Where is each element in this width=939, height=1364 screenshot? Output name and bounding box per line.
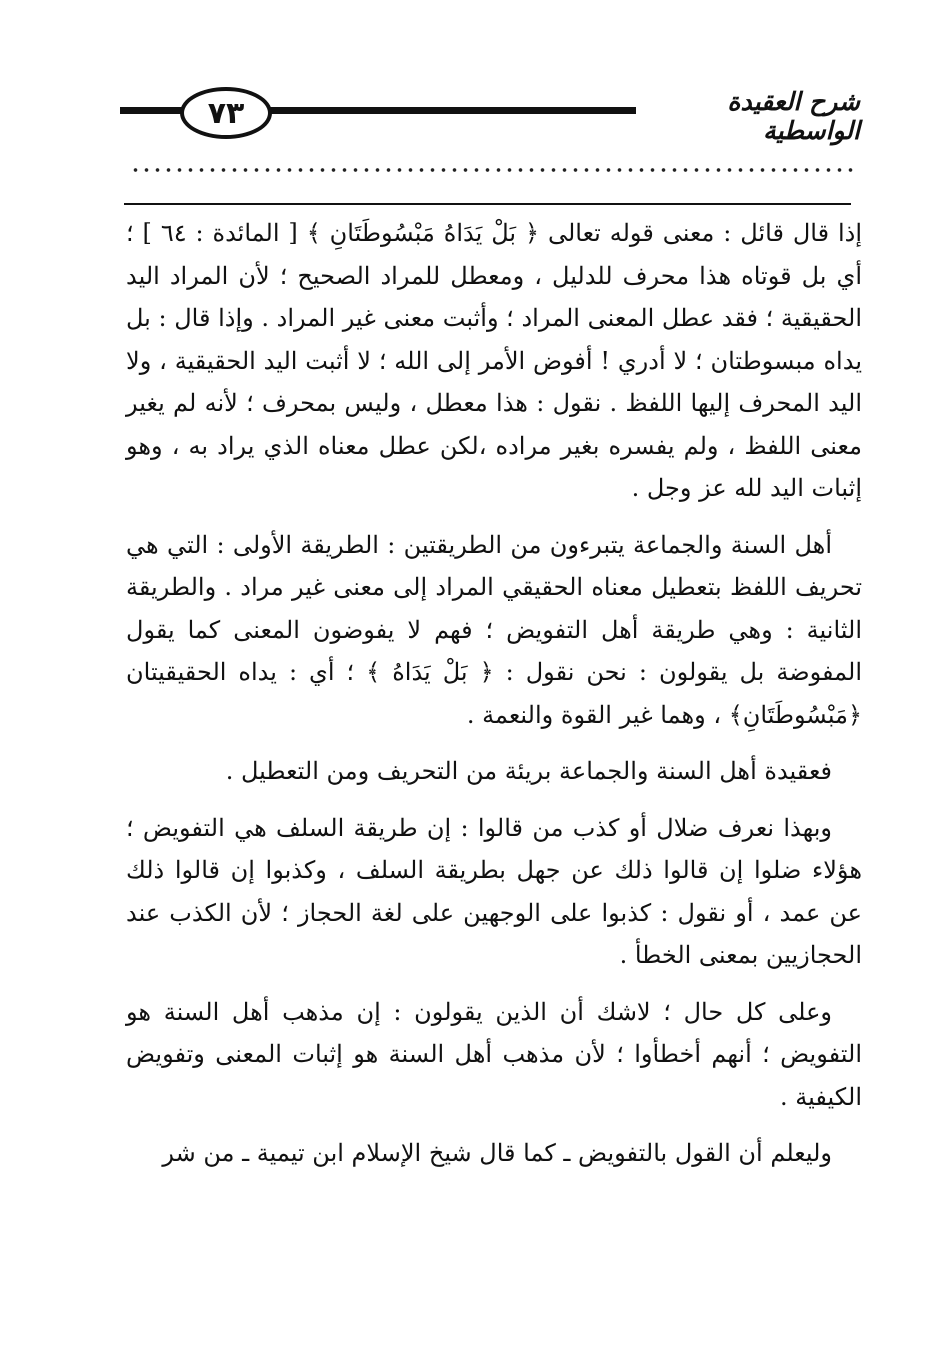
- paragraph-4: وبهذا نعرف ضلال أو كذب من قالوا : إن طريقة السلف هي التفويض ؛ هؤلاء ضلوا إن قالوا ذلك عن جهل بطريقة السلف ، وكذبوا إن قالوا ذلك عن عمد ، أو نقول : كذبوا على الوجهين على لغة الحجاز ؛ لأن الكذب عند الحجازيين بمعنى الخطأ .: [126, 813, 862, 969]
- header-rule-right: [256, 107, 636, 114]
- page-body: [126, 212, 862, 1189]
- book-title: شرح العقيدة الواسطية: [727, 87, 860, 145]
- page-header: [0, 0, 939, 200]
- paragraph-1: إذا قال قائل : معنى قوله تعالى ﴿ بَلْ يَدَاهُ مَبْسُوطَتَانِ ﴾ [ المائدة : ٦٤ ] ؛ أي بل قوتاه هذا محرف للدليل ، ومعطل للمراد الصحيح ؛ لأن المراد اليد الحقيقية ؛ فقد عطل المعنى المراد ؛ وأثبت معنى غير المراد . وإذا قال : بل يداه مبسوطتان ؛ لا أدري ! أفوض الأمر إلى الله ؛ لا أثبت اليد الحقيقية ، ولا اليد المحرف إليها اللفظ . نقول : هذا معطل ، وليس بمحرف ؛ لأنه لم يغير معنى اللفظ ، ولم يفسره بغير مراده ،لكن عطل معناه الذي يراد به ، وهو إثبات اليد لله عز وجل .: [126, 219, 862, 502]
- dotted-separator: [130, 163, 855, 177]
- paragraph-2: أهل السنة والجماعة يتبرءون من الطريقتين : الطريقة الأولى : التي هي تحريف اللفظ بتعطيل معناه الحقيقي المراد إلى معنى غير مراد . والطريقة الثانية : وهي طريقة أهل التفويض ؛ فهم لا يفوضون المعنى كما يقول المفوضة بل يقولون : نحن نقول : ﴿ بَلْ يَدَاهُ ﴾ ؛ أي : يداه الحقيقيتان ﴿مَبْسُوطَتَانِ﴾ ، وهما غير القوة والنعمة .: [126, 530, 862, 729]
- content-top-rule: [124, 203, 851, 205]
- page-number: ٧٣: [180, 87, 272, 139]
- paragraph-3: فعقيدة أهل السنة والجماعة بريئة من التحريف ومن التعطيل .: [225, 757, 832, 785]
- paragraph-6: وليعلم أن القول بالتفويض ـ كما قال شيخ الإسلام ابن تيمية ـ من شر: [162, 1139, 832, 1167]
- paragraph-5: وعلى كل حال ؛ لاشك أن الذين يقولون : إن مذهب أهل السنة هو التفويض ؛ أنهم أخطأوا ؛ لأن مذهب أهل السنة هو إثبات المعنى وتفويض الكيفية .: [126, 997, 862, 1111]
